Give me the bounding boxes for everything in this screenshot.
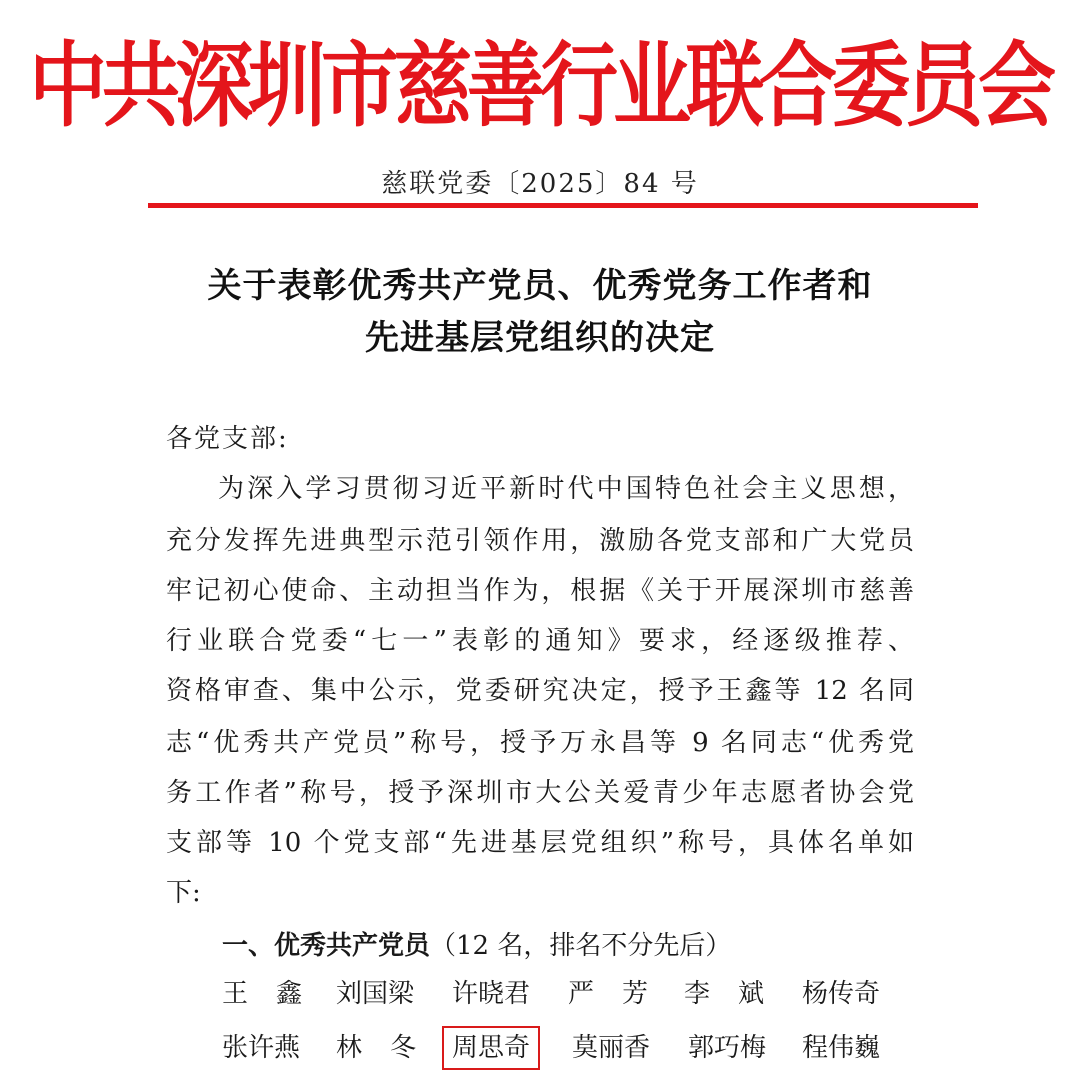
body-line: 资格审查、集中公示，党委研究决定，授予王鑫等 12 名同: [166, 676, 914, 706]
section-heading-excellent-members: [222, 925, 731, 962]
member-name: 严芳: [568, 979, 677, 1009]
salutation: 各党支部:: [166, 424, 289, 454]
member-name: 杨传奇: [802, 979, 881, 1009]
member-name: 张许燕: [222, 1033, 301, 1063]
member-name: 林冬: [336, 1033, 445, 1063]
body-line: 支部等 10 个党支部“先进基层党组织”称号，具体名单如: [166, 828, 914, 858]
section-heading-note: （12 名，排名不分先后）: [430, 931, 732, 961]
document-title-line-2: 先进基层党组织的决定: [365, 318, 715, 358]
member-name: 许晓君: [452, 979, 531, 1009]
member-name: 李斌: [684, 979, 793, 1009]
body-line: 志“优秀共产党员”称号，授予万永昌等 9 名同志“优秀党: [166, 728, 914, 758]
masthead-org-name: 中共深圳市慈善行业联合委员会: [28, 33, 1051, 140]
body-line: 行业联合党委“七一”表彰的通知》要求，经逐级推荐、: [166, 626, 914, 656]
section-heading-label: 一、优秀共产党员: [222, 931, 431, 961]
body-line: 务工作者”称号，授予深圳市大公关爱青少年志愿者协会党: [166, 778, 914, 808]
member-name: 王鑫: [222, 979, 331, 1009]
document-number: 慈联党委〔2025〕84 号: [381, 169, 699, 199]
member-name: 程伟巍: [802, 1033, 881, 1063]
member-name: 刘国梁: [336, 979, 415, 1009]
document-title-line-1: 关于表彰优秀共产党员、优秀党务工作者和: [207, 266, 873, 306]
member-name: 郭巧梅: [688, 1033, 767, 1063]
member-name-highlighted: 周思奇: [446, 1030, 536, 1066]
body-line: 牢记初心使命、主动担当作为，根据《关于开展深圳市慈善: [166, 576, 914, 606]
body-line: 充分发挥先进典型示范引领作用，激励各党支部和广大党员: [166, 526, 914, 556]
member-name: 莫丽香: [572, 1033, 651, 1063]
body-line: 为深入学习贯彻习近平新时代中国特色社会主义思想，: [218, 474, 914, 504]
header-divider: [148, 203, 978, 208]
body-line: 下:: [166, 878, 201, 908]
